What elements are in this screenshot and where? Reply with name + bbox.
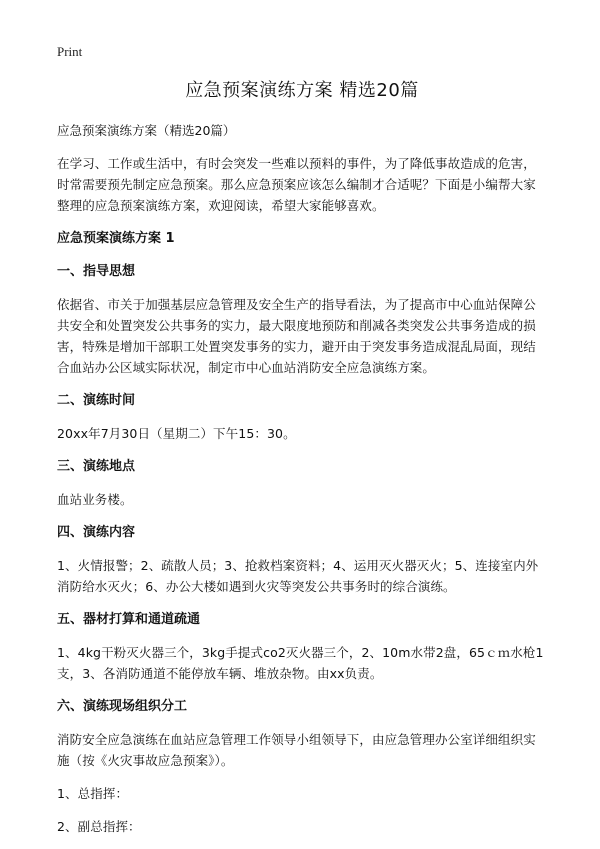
page-title: 应急预案演练方案 精选20篇: [185, 80, 419, 101]
section-heading-drill-location: 三、演练地点: [57, 459, 136, 474]
document-body: [57, 78, 547, 849]
section-body-organization: 消防安全应急演练在血站应急管理工作领导小组领导下，由应急管理办公室详细组织实施（按《火灾事故应急预案》）。: [57, 732, 536, 768]
plan-heading: 应急预案演练方案 1: [57, 231, 175, 246]
section-body-drill-location: 血站业务楼。: [57, 492, 133, 507]
list-item-deputy-commander: 2、副总指挥：: [57, 819, 141, 834]
section-body-equipment: 1、4kg干粉灭火器三个，3kg手提式co2灭火器三个，2、10m水带2盘，65ｃｍ水枪1支，3、各消防通道不能停放车辆、堆放杂物。由xx负责。: [57, 645, 544, 681]
section-heading-drill-content: 四、演练内容: [57, 525, 136, 540]
print-link[interactable]: Print: [57, 44, 83, 59]
section-heading-drill-time: 二、演练时间: [57, 393, 136, 408]
section-body-drill-content: 1、火情报警；2、疏散人员；3、抢救档案资料；4、运用灭火器灭火；5、连接室内外消防给水灭火；6、办公大楼如遇到火灾等突发公共事务时的综合演练。: [57, 558, 539, 594]
section-heading-guiding-principle: 一、指导思想: [57, 264, 136, 279]
section-body-guiding-principle: 依据省、市关于加强基层应急管理及安全生产的指导看法，为了提高市中心血站保障公共安全和处置突发公共事务的实力，最大限度地预防和削减各类突发公共事务造成的损害，特殊是增加干部职工处置突发事务的实力，避开由于突发事务造成混乱局面，现结合血站办公区域实际状况，制定市中心血站消防安全应急演练方案。: [57, 297, 536, 375]
intro-paragraph: 在学习、工作或生活中，有时会突发一些难以预料的事件，为了降低事故造成的危害，时常需要预先制定应急预案。那么应急预案应该怎么编制才合适呢？下面是小编帮大家整理的应急预案演练方案，欢迎阅读，希望大家能够喜欢。: [57, 156, 536, 213]
section-body-drill-time: 20xx年7月30日（星期二）下午15：30。: [57, 426, 296, 441]
section-heading-organization: 六、演练现场组织分工: [57, 699, 188, 714]
document-subtitle: 应急预案演练方案（精选20篇）: [57, 123, 236, 138]
list-item-commander: 1、总指挥：: [57, 786, 129, 801]
section-heading-equipment: 五、器材打算和通道疏通: [57, 612, 201, 627]
